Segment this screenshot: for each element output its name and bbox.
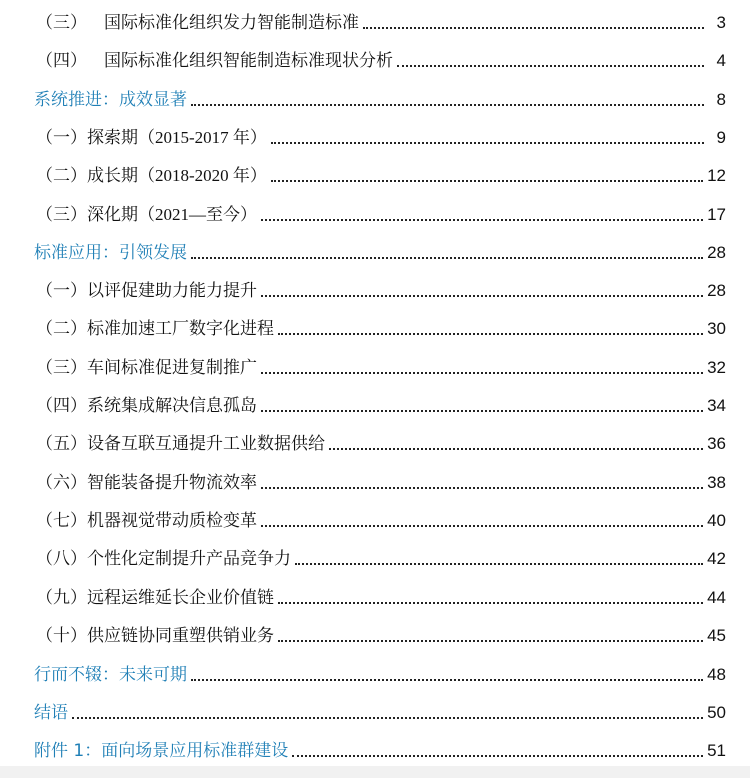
toc-chapter-entry[interactable] — [34, 656, 726, 686]
toc-page-number: 38 — [707, 473, 726, 492]
toc-entry[interactable] — [36, 119, 726, 149]
dot-leader — [261, 371, 703, 374]
toc-entry[interactable] — [36, 4, 726, 34]
toc-page-number: 30 — [707, 319, 726, 338]
toc-entry-title: （三）车间标准促进复制推广 — [36, 358, 257, 378]
toc-entry-title: （十）供应链协同重塑供销业务 — [36, 626, 274, 646]
dot-leader — [261, 409, 703, 412]
toc-page-number: 3 — [716, 13, 726, 32]
toc-entry-title: （二）成长期（2018-2020 年） — [36, 166, 267, 186]
toc-entry[interactable] — [36, 157, 726, 187]
toc-entry[interactable] — [36, 617, 726, 647]
toc-chapter-entry[interactable] — [34, 732, 726, 762]
toc-entry[interactable] — [36, 272, 726, 302]
toc-page-number: 44 — [707, 588, 726, 607]
toc-chapter-entry[interactable] — [34, 81, 726, 111]
toc-page-number: 4 — [716, 51, 726, 70]
toc-entry-title: （六）智能装备提升物流效率 — [36, 473, 257, 493]
toc-chapter-title: 标准应用：引领发展 — [34, 243, 187, 263]
toc-chapter-title: 附件 1：面向场景应用标准群建设 — [34, 741, 289, 761]
toc-page-number: 32 — [707, 358, 726, 377]
dot-leader — [295, 562, 703, 565]
toc-chapter-entry[interactable] — [34, 234, 726, 264]
toc-entry[interactable] — [36, 502, 726, 532]
dot-leader — [329, 447, 703, 450]
toc-entry-title: （一）探索期（2015-2017 年） — [36, 128, 267, 148]
dot-leader — [261, 218, 703, 221]
dot-leader — [271, 141, 704, 144]
toc-entry[interactable] — [36, 42, 726, 72]
toc-entry[interactable] — [36, 310, 726, 340]
toc-page-number: 12 — [707, 166, 726, 185]
toc-entry[interactable] — [36, 387, 726, 417]
toc-entry-title: （四）系统集成解决信息孤岛 — [36, 396, 257, 416]
page-bottom-edge — [0, 766, 750, 778]
dot-leader — [261, 486, 703, 489]
toc-page-number: 28 — [707, 281, 726, 300]
toc-page-number: 51 — [707, 741, 726, 760]
dot-leader — [278, 332, 703, 335]
toc-page-number: 9 — [716, 128, 726, 147]
toc-entry[interactable] — [36, 540, 726, 570]
toc-entry[interactable] — [36, 464, 726, 494]
toc-entry-title: （八）个性化定制提升产品竞争力 — [36, 549, 291, 569]
dot-leader — [278, 601, 703, 604]
toc-entry[interactable] — [36, 425, 726, 455]
toc-page-number: 45 — [707, 626, 726, 645]
dot-leader — [261, 294, 703, 297]
toc-entry-title: （三） 国际标准化组织发力智能制造标准 — [36, 13, 359, 33]
toc-entry-title: （九）远程运维延长企业价值链 — [36, 588, 274, 608]
toc-page-number: 34 — [707, 396, 726, 415]
toc-entry[interactable] — [36, 196, 726, 226]
toc-entry-title: （七）机器视觉带动质检变革 — [36, 511, 257, 531]
toc-entry-title: （二）标准加速工厂数字化进程 — [36, 319, 274, 339]
toc-chapter-title: 结语 — [34, 703, 68, 723]
dot-leader — [191, 103, 704, 106]
dot-leader — [363, 26, 704, 29]
toc-entry-title: （四） 国际标准化组织智能制造标准现状分析 — [36, 51, 393, 71]
toc-page-number: 50 — [707, 703, 726, 722]
toc-page-number: 48 — [707, 665, 726, 684]
toc-chapter-title: 行而不辍：未来可期 — [34, 665, 187, 685]
toc-page-number: 8 — [716, 90, 726, 109]
dot-leader — [191, 678, 703, 681]
dot-leader — [191, 256, 703, 259]
toc-page-number: 28 — [707, 243, 726, 262]
toc-page-number: 36 — [707, 434, 726, 453]
toc-entry[interactable] — [36, 349, 726, 379]
toc-entry-title: （五）设备互联互通提升工业数据供给 — [36, 434, 325, 454]
toc-entry[interactable] — [36, 579, 726, 609]
toc-page-number: 42 — [707, 549, 726, 568]
dot-leader — [278, 639, 703, 642]
dot-leader — [397, 64, 704, 67]
toc-chapter-title: 系统推进：成效显著 — [34, 90, 187, 110]
dot-leader — [261, 524, 703, 527]
dot-leader — [271, 179, 703, 182]
dot-leader — [72, 716, 703, 719]
toc-entry-title: （一）以评促建助力能力提升 — [36, 281, 257, 301]
toc-page-number: 17 — [707, 205, 726, 224]
toc-page-number: 40 — [707, 511, 726, 530]
dot-leader — [292, 754, 703, 757]
toc-chapter-entry[interactable] — [34, 694, 726, 724]
toc-entry-title: （三）深化期（2021—至今） — [36, 205, 257, 225]
